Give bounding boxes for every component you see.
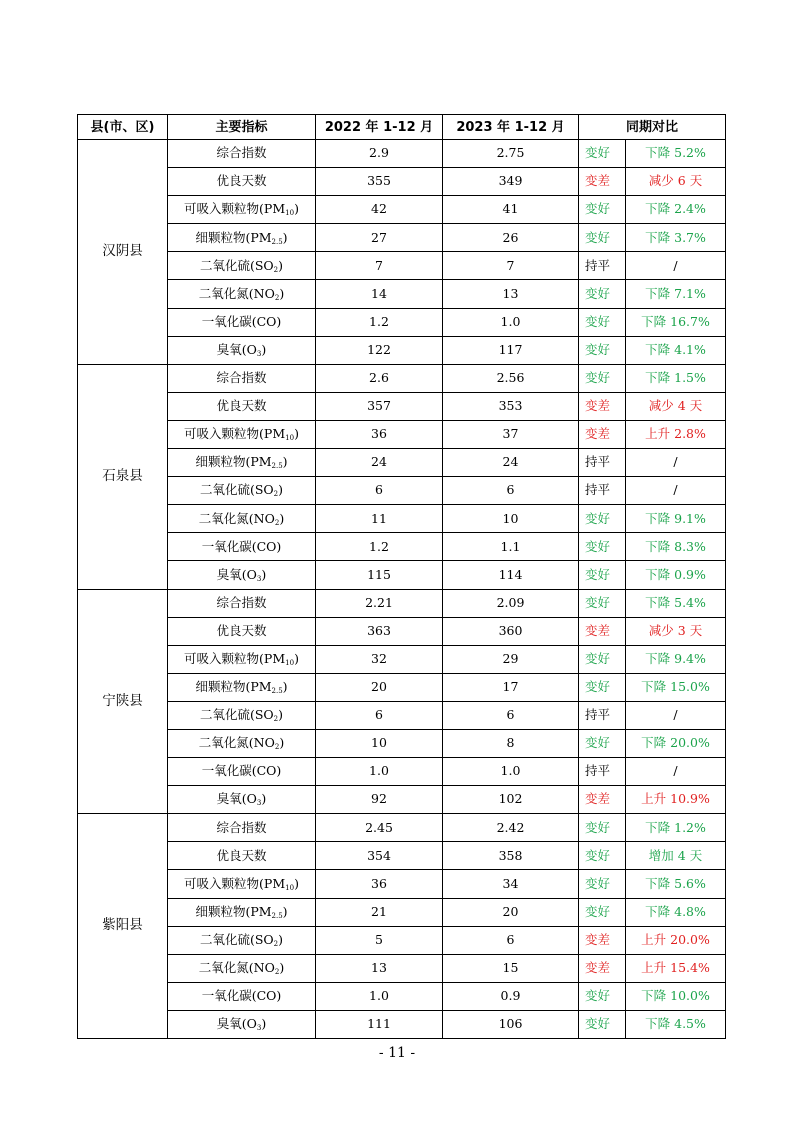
indicator-cell (168, 701, 316, 729)
table-row (78, 673, 726, 701)
indicator-cell (168, 392, 316, 420)
indicator-subscript: 2 (274, 968, 280, 977)
value-2022-cell: 1.0 (316, 982, 443, 1010)
trend-cell: 持平 (579, 477, 626, 505)
value-2023-cell: 353 (443, 392, 579, 420)
county-cell: 紫阳县 (78, 814, 168, 1039)
indicator-subscript: 2.5 (271, 237, 283, 246)
value-2023-cell: 349 (443, 168, 579, 196)
table-row (78, 842, 726, 870)
table-row (78, 561, 726, 589)
value-2022-cell: 5 (316, 926, 443, 954)
indicator-subscript: 3 (256, 1024, 262, 1033)
county-cell: 汉阴县 (78, 140, 168, 365)
change-cell: 下降 3.7% (626, 224, 726, 252)
change-cell: 下降 4.5% (626, 1010, 726, 1038)
indicator-cell (168, 505, 316, 533)
indicator-name: 可吸入颗粒物(PM (184, 201, 286, 217)
indicator-name: 臭氧(O (216, 566, 257, 582)
indicator-subscript: 2 (273, 939, 279, 948)
indicator-name: 细颗粒物(PM (195, 903, 272, 919)
indicator-subscript: 2.5 (271, 462, 283, 471)
table-row (78, 505, 726, 533)
trend-cell: 变好 (579, 505, 626, 533)
trend-cell: 变好 (579, 898, 626, 926)
indicator-cell (168, 758, 316, 786)
change-cell: 下降 5.4% (626, 589, 726, 617)
header-compare: 同期对比 (579, 115, 726, 140)
indicator-name: 优良天数 (216, 622, 267, 638)
trend-cell: 变差 (579, 420, 626, 448)
change-cell: 下降 10.0% (626, 982, 726, 1010)
value-2023-cell: 17 (443, 673, 579, 701)
change-cell: 下降 4.1% (626, 336, 726, 364)
indicator-name: 优良天数 (216, 847, 267, 863)
value-2022-cell: 27 (316, 224, 443, 252)
indicator-close-paren: ) (261, 341, 267, 357)
value-2023-cell: 26 (443, 224, 579, 252)
indicator-subscript: 3 (256, 799, 262, 808)
table-row (78, 196, 726, 224)
indicator-subscript: 10 (285, 883, 295, 892)
value-2022-cell: 357 (316, 392, 443, 420)
trend-cell: 变好 (579, 1010, 626, 1038)
value-2023-cell: 1.0 (443, 308, 579, 336)
trend-cell: 变好 (579, 336, 626, 364)
indicator-cell (168, 280, 316, 308)
trend-cell: 变差 (579, 392, 626, 420)
change-cell: 下降 1.5% (626, 364, 726, 392)
indicator-close-paren: ) (294, 650, 299, 666)
table-row (78, 814, 726, 842)
change-cell: 下降 1.2% (626, 814, 726, 842)
trend-cell: 变好 (579, 280, 626, 308)
value-2022-cell: 363 (316, 617, 443, 645)
trend-cell: 变好 (579, 870, 626, 898)
trend-cell: 变好 (579, 982, 626, 1010)
indicator-cell (168, 673, 316, 701)
value-2023-cell: 117 (443, 336, 579, 364)
table-row (78, 729, 726, 757)
indicator-cell (168, 196, 316, 224)
table-row (78, 252, 726, 280)
value-2023-cell: 13 (443, 280, 579, 308)
trend-cell: 变好 (579, 308, 626, 336)
change-cell: 增加 4 天 (626, 842, 726, 870)
value-2022-cell: 6 (316, 477, 443, 505)
indicator-cell (168, 252, 316, 280)
value-2022-cell: 1.0 (316, 758, 443, 786)
value-2022-cell: 10 (316, 729, 443, 757)
indicator-name: 一氧化碳(CO) (201, 538, 282, 554)
indicator-cell (168, 898, 316, 926)
indicator-cell (168, 589, 316, 617)
indicator-name: 优良天数 (216, 173, 267, 189)
indicator-subscript: 2.5 (271, 687, 283, 696)
indicator-cell (168, 926, 316, 954)
value-2023-cell: 106 (443, 1010, 579, 1038)
value-2023-cell: 7 (443, 252, 579, 280)
table-row (78, 224, 726, 252)
indicator-subscript: 2 (273, 715, 279, 724)
trend-cell: 持平 (579, 252, 626, 280)
indicator-cell (168, 336, 316, 364)
trend-cell: 持平 (579, 758, 626, 786)
trend-cell: 变好 (579, 140, 626, 168)
indicator-cell (168, 842, 316, 870)
value-2022-cell: 1.2 (316, 308, 443, 336)
indicator-name: 二氧化硫(SO (199, 257, 274, 273)
indicator-name: 综合指数 (216, 819, 267, 835)
change-cell: 上升 20.0% (626, 926, 726, 954)
table-row (78, 954, 726, 982)
indicator-cell (168, 449, 316, 477)
value-2022-cell: 355 (316, 168, 443, 196)
value-2023-cell: 114 (443, 561, 579, 589)
indicator-subscript: 2 (274, 743, 280, 752)
table-row (78, 449, 726, 477)
indicator-close-paren: ) (294, 875, 299, 891)
change-cell: 下降 2.4% (626, 196, 726, 224)
change-cell: 下降 16.7% (626, 308, 726, 336)
indicator-cell (168, 477, 316, 505)
value-2023-cell: 6 (443, 477, 579, 505)
indicator-subscript: 3 (256, 349, 262, 358)
value-2022-cell: 122 (316, 336, 443, 364)
table-row (78, 758, 726, 786)
indicator-subscript: 10 (285, 434, 295, 443)
value-2023-cell: 102 (443, 786, 579, 814)
trend-cell: 变差 (579, 168, 626, 196)
indicator-cell (168, 364, 316, 392)
indicator-close-paren: ) (279, 960, 285, 976)
trend-cell: 变差 (579, 926, 626, 954)
value-2023-cell: 358 (443, 842, 579, 870)
value-2023-cell: 2.75 (443, 140, 579, 168)
table-row (78, 308, 726, 336)
trend-cell: 持平 (579, 449, 626, 477)
value-2022-cell: 11 (316, 505, 443, 533)
indicator-name: 细颗粒物(PM (195, 229, 272, 245)
trend-cell: 变好 (579, 842, 626, 870)
header-county: 县(市、区) (78, 115, 168, 140)
value-2022-cell: 21 (316, 898, 443, 926)
indicator-subscript: 2 (273, 490, 279, 499)
trend-cell: 变好 (579, 364, 626, 392)
trend-cell: 变好 (579, 561, 626, 589)
indicator-close-paren: ) (294, 201, 299, 217)
value-2023-cell: 2.09 (443, 589, 579, 617)
indicator-close-paren: ) (279, 735, 285, 751)
indicator-subscript: 10 (285, 209, 295, 218)
indicator-close-paren: ) (261, 566, 267, 582)
trend-cell: 变好 (579, 729, 626, 757)
indicator-cell (168, 645, 316, 673)
trend-cell: 持平 (579, 701, 626, 729)
indicator-name: 二氧化硫(SO (199, 707, 274, 723)
value-2023-cell: 360 (443, 617, 579, 645)
change-cell: 下降 0.9% (626, 561, 726, 589)
indicator-subscript: 2 (274, 293, 280, 302)
indicator-cell (168, 617, 316, 645)
indicator-cell (168, 729, 316, 757)
table-row (78, 168, 726, 196)
trend-cell: 变好 (579, 645, 626, 673)
indicator-name: 二氧化硫(SO (199, 931, 274, 947)
change-cell: / (626, 252, 726, 280)
indicator-close-paren: ) (261, 1016, 267, 1032)
indicator-name: 二氧化氮(NO (198, 735, 275, 751)
trend-cell: 变差 (579, 786, 626, 814)
table-row (78, 926, 726, 954)
table-row (78, 617, 726, 645)
change-cell: 下降 15.0% (626, 673, 726, 701)
indicator-close-paren: ) (282, 903, 288, 919)
indicator-close-paren: ) (279, 285, 285, 301)
value-2023-cell: 20 (443, 898, 579, 926)
header-row (78, 115, 726, 140)
value-2023-cell: 41 (443, 196, 579, 224)
table-row (78, 392, 726, 420)
indicator-name: 一氧化碳(CO) (201, 313, 282, 329)
change-cell: 上升 10.9% (626, 786, 726, 814)
indicator-name: 二氧化氮(NO (198, 510, 275, 526)
indicator-name: 臭氧(O (216, 1016, 257, 1032)
indicator-name: 二氧化氮(NO (198, 960, 275, 976)
indicator-close-paren: ) (261, 791, 267, 807)
change-cell: 减少 3 天 (626, 617, 726, 645)
table-row (78, 364, 726, 392)
value-2022-cell: 2.6 (316, 364, 443, 392)
value-2022-cell: 115 (316, 561, 443, 589)
indicator-name: 综合指数 (216, 145, 267, 161)
indicator-cell (168, 870, 316, 898)
indicator-close-paren: ) (294, 426, 299, 442)
header-2022: 2022 年 1-12 月 (316, 115, 443, 140)
value-2022-cell: 2.45 (316, 814, 443, 842)
value-2023-cell: 24 (443, 449, 579, 477)
indicator-name: 一氧化碳(CO) (201, 763, 282, 779)
county-cell: 宁陕县 (78, 589, 168, 814)
value-2022-cell: 14 (316, 280, 443, 308)
indicator-cell (168, 561, 316, 589)
table-row (78, 701, 726, 729)
indicator-cell (168, 168, 316, 196)
change-cell: / (626, 477, 726, 505)
change-cell: 下降 7.1% (626, 280, 726, 308)
indicator-close-paren: ) (278, 257, 284, 273)
table-row (78, 533, 726, 561)
change-cell: 下降 4.8% (626, 898, 726, 926)
table-body (78, 140, 726, 1039)
value-2023-cell: 29 (443, 645, 579, 673)
indicator-name: 细颗粒物(PM (195, 454, 272, 470)
value-2022-cell: 7 (316, 252, 443, 280)
indicator-name: 可吸入颗粒物(PM (184, 650, 286, 666)
indicator-name: 综合指数 (216, 594, 267, 610)
indicator-cell (168, 420, 316, 448)
change-cell: / (626, 701, 726, 729)
trend-cell: 变差 (579, 617, 626, 645)
value-2023-cell: 6 (443, 701, 579, 729)
indicator-name: 可吸入颗粒物(PM (184, 426, 286, 442)
indicator-close-paren: ) (279, 510, 285, 526)
indicator-cell (168, 1010, 316, 1038)
table-row (78, 280, 726, 308)
trend-cell: 变好 (579, 673, 626, 701)
value-2023-cell: 2.56 (443, 364, 579, 392)
value-2022-cell: 32 (316, 645, 443, 673)
indicator-subscript: 2 (274, 518, 280, 527)
trend-cell: 变好 (579, 533, 626, 561)
value-2022-cell: 13 (316, 954, 443, 982)
value-2023-cell: 15 (443, 954, 579, 982)
value-2022-cell: 20 (316, 673, 443, 701)
change-cell: 下降 20.0% (626, 729, 726, 757)
indicator-name: 二氧化硫(SO (199, 482, 274, 498)
indicator-cell (168, 308, 316, 336)
indicator-name: 综合指数 (216, 370, 267, 386)
table-row (78, 982, 726, 1010)
value-2023-cell: 1.1 (443, 533, 579, 561)
value-2023-cell: 10 (443, 505, 579, 533)
value-2023-cell: 34 (443, 870, 579, 898)
value-2023-cell: 1.0 (443, 758, 579, 786)
indicator-subscript: 3 (256, 574, 262, 583)
trend-cell: 变好 (579, 814, 626, 842)
indicator-close-paren: ) (282, 229, 288, 245)
table-row (78, 645, 726, 673)
trend-cell: 变好 (579, 196, 626, 224)
value-2023-cell: 0.9 (443, 982, 579, 1010)
table-row (78, 589, 726, 617)
indicator-subscript: 10 (285, 658, 295, 667)
value-2022-cell: 42 (316, 196, 443, 224)
value-2022-cell: 2.9 (316, 140, 443, 168)
trend-cell: 变好 (579, 589, 626, 617)
indicator-close-paren: ) (282, 679, 288, 695)
table-row (78, 898, 726, 926)
county-cell: 石泉县 (78, 364, 168, 589)
page-number: - 11 - (378, 1045, 416, 1061)
indicator-subscript: 2 (273, 265, 279, 274)
indicator-name: 细颗粒物(PM (195, 679, 272, 695)
change-cell: 下降 9.1% (626, 505, 726, 533)
value-2023-cell: 2.42 (443, 814, 579, 842)
indicator-cell (168, 982, 316, 1010)
change-cell: 减少 4 天 (626, 392, 726, 420)
indicator-close-paren: ) (278, 707, 284, 723)
table-row (78, 336, 726, 364)
change-cell: / (626, 758, 726, 786)
indicator-name: 一氧化碳(CO) (201, 988, 282, 1004)
table-row (78, 477, 726, 505)
indicator-cell (168, 140, 316, 168)
indicator-cell (168, 814, 316, 842)
value-2022-cell: 6 (316, 701, 443, 729)
header-indicator: 主要指标 (168, 115, 316, 140)
indicator-name: 臭氧(O (216, 341, 257, 357)
table-row (78, 786, 726, 814)
indicator-cell (168, 786, 316, 814)
change-cell: / (626, 449, 726, 477)
value-2023-cell: 6 (443, 926, 579, 954)
trend-cell: 变好 (579, 224, 626, 252)
change-cell: 下降 9.4% (626, 645, 726, 673)
value-2022-cell: 36 (316, 420, 443, 448)
value-2022-cell: 36 (316, 870, 443, 898)
change-cell: 减少 6 天 (626, 168, 726, 196)
indicator-cell (168, 954, 316, 982)
value-2022-cell: 92 (316, 786, 443, 814)
change-cell: 上升 2.8% (626, 420, 726, 448)
indicator-name: 臭氧(O (216, 791, 257, 807)
indicator-cell (168, 533, 316, 561)
header-2023: 2023 年 1-12 月 (443, 115, 579, 140)
trend-cell: 变差 (579, 954, 626, 982)
value-2022-cell: 24 (316, 449, 443, 477)
indicator-close-paren: ) (278, 482, 284, 498)
indicator-cell (168, 224, 316, 252)
indicator-name: 可吸入颗粒物(PM (184, 875, 286, 891)
value-2022-cell: 2.21 (316, 589, 443, 617)
change-cell: 下降 5.6% (626, 870, 726, 898)
change-cell: 下降 8.3% (626, 533, 726, 561)
change-cell: 下降 5.2% (626, 140, 726, 168)
value-2023-cell: 37 (443, 420, 579, 448)
value-2022-cell: 111 (316, 1010, 443, 1038)
value-2022-cell: 354 (316, 842, 443, 870)
table-row (78, 420, 726, 448)
indicator-name: 优良天数 (216, 398, 267, 414)
table-row (78, 1010, 726, 1038)
indicator-close-paren: ) (278, 931, 284, 947)
air-quality-table (77, 114, 726, 1039)
indicator-name: 二氧化氮(NO (198, 285, 275, 301)
table-row (78, 870, 726, 898)
change-cell: 上升 15.4% (626, 954, 726, 982)
indicator-subscript: 2.5 (271, 911, 283, 920)
indicator-close-paren: ) (282, 454, 288, 470)
value-2023-cell: 8 (443, 729, 579, 757)
value-2022-cell: 1.2 (316, 533, 443, 561)
table-row (78, 140, 726, 168)
